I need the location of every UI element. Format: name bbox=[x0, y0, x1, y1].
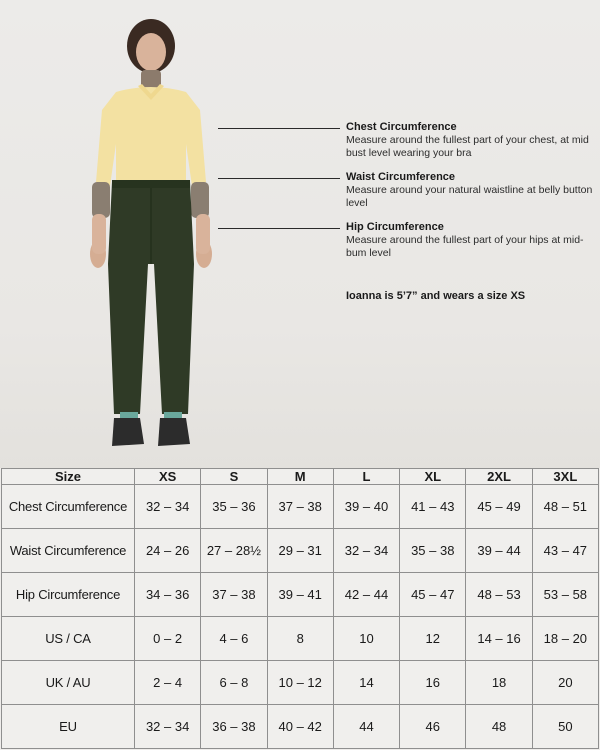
table-cell: 35 – 38 bbox=[400, 529, 466, 573]
callout-waist-line bbox=[218, 178, 340, 179]
size-header-cell: XS bbox=[135, 469, 201, 485]
table-cell: 34 – 36 bbox=[135, 573, 201, 617]
table-cell: 29 – 31 bbox=[267, 529, 333, 573]
size-header-cell: 3XL bbox=[532, 469, 598, 485]
table-cell: 45 – 49 bbox=[466, 485, 532, 529]
size-header-cell: XL bbox=[400, 469, 466, 485]
table-cell: 44 bbox=[333, 705, 399, 749]
table-cell: 16 bbox=[400, 661, 466, 705]
table-cell: 24 – 26 bbox=[135, 529, 201, 573]
table-cell: 14 – 16 bbox=[466, 617, 532, 661]
table-cell: 40 – 42 bbox=[267, 705, 333, 749]
model-figure bbox=[78, 14, 223, 454]
table-cell: 39 – 44 bbox=[466, 529, 532, 573]
callout-hip-line bbox=[218, 228, 340, 229]
row-label: UK / AU bbox=[2, 661, 135, 705]
size-header-cell: M bbox=[267, 469, 333, 485]
table-cell: 20 bbox=[532, 661, 598, 705]
size-header-cell: S bbox=[201, 469, 267, 485]
size-chart-table bbox=[1, 468, 599, 749]
row-label: Chest Circumference bbox=[2, 485, 135, 529]
callout-chest-title: Chest Circumference bbox=[346, 121, 457, 133]
table-cell: 6 – 8 bbox=[201, 661, 267, 705]
table-cell: 37 – 38 bbox=[267, 485, 333, 529]
table-cell: 53 – 58 bbox=[532, 573, 598, 617]
table-row-uk-au bbox=[2, 661, 599, 705]
row-label: US / CA bbox=[2, 617, 135, 661]
table-cell: 12 bbox=[400, 617, 466, 661]
callout-hip-desc: Measure around the fullest part of your hips at mid-bum level bbox=[346, 234, 584, 259]
table-cell: 42 – 44 bbox=[333, 573, 399, 617]
table-cell: 10 bbox=[333, 617, 399, 661]
table-cell: 10 – 12 bbox=[267, 661, 333, 705]
table-cell: 2 – 4 bbox=[135, 661, 201, 705]
table-row-hip bbox=[2, 573, 599, 617]
table-cell: 48 bbox=[466, 705, 532, 749]
table-cell: 46 bbox=[400, 705, 466, 749]
row-label: EU bbox=[2, 705, 135, 749]
callout-hip-title: Hip Circumference bbox=[346, 221, 444, 233]
table-cell: 48 – 51 bbox=[532, 485, 598, 529]
table-cell: 39 – 40 bbox=[333, 485, 399, 529]
table-row-chest bbox=[2, 485, 599, 529]
model-size-note: Ioanna is 5’7” and wears a size XS bbox=[346, 290, 526, 302]
table-cell: 43 – 47 bbox=[532, 529, 598, 573]
size-header-cell: 2XL bbox=[466, 469, 532, 485]
size-header-cell: Size bbox=[2, 469, 135, 485]
table-cell: 18 bbox=[466, 661, 532, 705]
table-cell: 14 bbox=[333, 661, 399, 705]
table-cell: 50 bbox=[532, 705, 598, 749]
callout-waist-title: Waist Circumference bbox=[346, 171, 456, 183]
table-cell: 8 bbox=[267, 617, 333, 661]
table-cell: 32 – 34 bbox=[135, 485, 201, 529]
callout-chest-desc: Measure around the fullest part of your chest, at mid bust level wearing your bra bbox=[346, 134, 589, 159]
table-cell: 48 – 53 bbox=[466, 573, 532, 617]
table-cell: 18 – 20 bbox=[532, 617, 598, 661]
table-cell: 35 – 36 bbox=[201, 485, 267, 529]
table-cell: 39 – 41 bbox=[267, 573, 333, 617]
table-cell: 4 – 6 bbox=[201, 617, 267, 661]
table-cell: 45 – 47 bbox=[400, 573, 466, 617]
table-cell: 37 – 38 bbox=[201, 573, 267, 617]
table-cell: 0 – 2 bbox=[135, 617, 201, 661]
size-header-row bbox=[2, 469, 599, 485]
table-row-us-ca bbox=[2, 617, 599, 661]
table-cell: 27 – 28½ bbox=[201, 529, 267, 573]
callout-waist-desc: Measure around your natural waistline at belly button level bbox=[346, 184, 593, 209]
table-row-waist bbox=[2, 529, 599, 573]
table-cell: 32 – 34 bbox=[333, 529, 399, 573]
table-row-eu bbox=[2, 705, 599, 749]
size-header-cell: L bbox=[333, 469, 399, 485]
table-cell: 36 – 38 bbox=[201, 705, 267, 749]
table-cell: 32 – 34 bbox=[135, 705, 201, 749]
table-cell: 41 – 43 bbox=[400, 485, 466, 529]
callout-chest-line bbox=[218, 128, 340, 129]
row-label: Hip Circumference bbox=[2, 573, 135, 617]
row-label: Waist Circumference bbox=[2, 529, 135, 573]
